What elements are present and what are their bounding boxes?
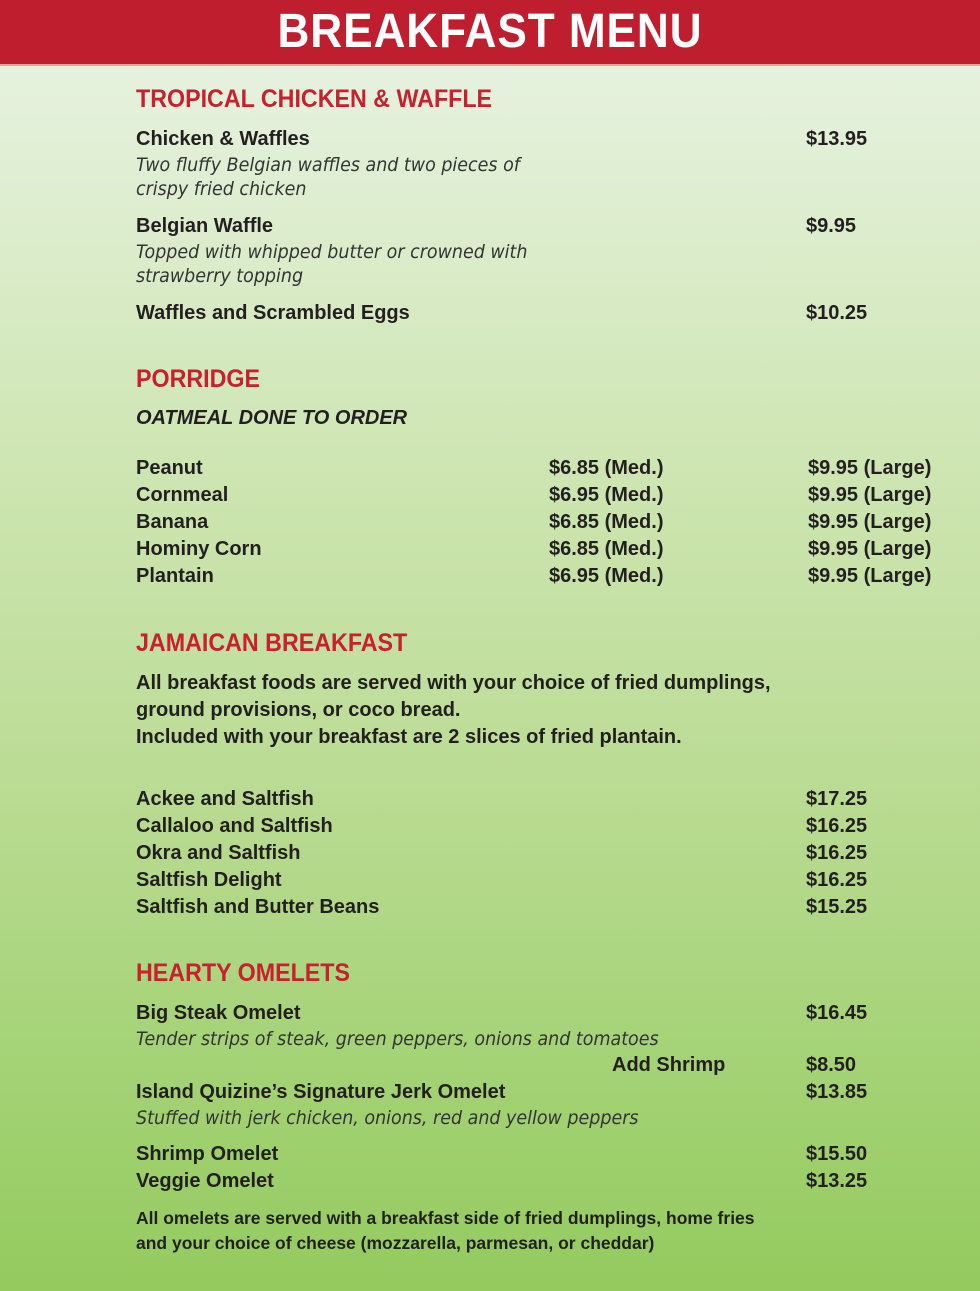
item-price: $13.95	[806, 128, 868, 150]
header-banner	[0, 0, 980, 66]
item-description: Stuffed with jerk chicken, onions, red and yellow peppers	[136, 1107, 639, 1129]
section-note: and your choice of cheese (mozzarella, parmesan, or cheddar)	[136, 1233, 655, 1253]
item-name: Island Quizine’s Signature Jerk Omelet	[136, 1081, 506, 1103]
item-description: Topped with whipped butter or crowned with	[136, 241, 528, 263]
item-name: Plantain	[136, 565, 214, 587]
item-price: $15.25	[806, 896, 868, 918]
section-note: All omelets are served with a breakfast side of fried dumplings, home fries	[136, 1208, 755, 1228]
item-name: Big Steak Omelet	[136, 1002, 301, 1024]
section-title-jamaican: JAMAICAN BREAKFAST	[136, 629, 408, 657]
item-price: $10.25	[806, 302, 868, 324]
section-note: ground provisions, or coco bread.	[136, 699, 461, 721]
section-subtitle: OATMEAL DONE TO ORDER	[136, 407, 408, 429]
item-name: Veggie Omelet	[136, 1170, 274, 1192]
item-price-large: $9.95 (Large)	[808, 457, 932, 479]
item-name: Saltfish and Butter Beans	[136, 896, 380, 918]
item-description: crispy fried chicken	[136, 178, 307, 200]
section-title-porridge: PORRIDGE	[136, 365, 261, 393]
item-price-large: $9.95 (Large)	[808, 484, 932, 506]
item-price-large: $9.95 (Large)	[808, 565, 932, 587]
item-name: Chicken & Waffles	[136, 128, 310, 150]
item-name: Banana	[136, 511, 209, 533]
item-price: $13.25	[806, 1170, 868, 1192]
item-price-medium: $6.95 (Med.)	[549, 565, 664, 587]
item-price: $16.25	[806, 842, 868, 864]
item-description: strawberry topping	[136, 265, 304, 287]
item-description: Tender strips of steak, green peppers, onions and tomatoes	[136, 1028, 659, 1050]
item-name: Ackee and Saltfish	[136, 788, 314, 810]
addon-label: Add Shrimp	[612, 1054, 726, 1076]
item-price-medium: $6.95 (Med.)	[549, 484, 664, 506]
item-name: Waffles and Scrambled Eggs	[136, 302, 410, 324]
item-price: $13.85	[806, 1081, 868, 1103]
item-price-medium: $6.85 (Med.)	[549, 538, 664, 560]
item-price-medium: $6.85 (Med.)	[549, 511, 664, 533]
item-price: $16.25	[806, 869, 868, 891]
item-name: Cornmeal	[136, 484, 229, 506]
page-title: BREAKFAST MENU	[277, 5, 703, 58]
item-name: Belgian Waffle	[136, 215, 274, 237]
item-name: Saltfish Delight	[136, 869, 282, 891]
item-price-large: $9.95 (Large)	[808, 511, 932, 533]
item-name: Peanut	[136, 457, 203, 479]
item-price-large: $9.95 (Large)	[808, 538, 932, 560]
addon-price: $8.50	[806, 1054, 857, 1076]
item-price: $17.25	[806, 788, 868, 810]
section-title-tropical: TROPICAL CHICKEN & WAFFLE	[136, 85, 493, 113]
section-title-omelets: HEARTY OMELETS	[136, 959, 351, 987]
item-price: $15.50	[806, 1143, 868, 1165]
item-name: Shrimp Omelet	[136, 1143, 279, 1165]
section-note: All breakfast foods are served with your choice of fried dumplings,	[136, 672, 771, 694]
item-name: Hominy Corn	[136, 538, 262, 560]
item-price-medium: $6.85 (Med.)	[549, 457, 664, 479]
item-price: $16.25	[806, 815, 868, 837]
item-price: $16.45	[806, 1002, 868, 1024]
item-name: Okra and Saltfish	[136, 842, 301, 864]
item-description: Two fluffy Belgian waffles and two pieces of	[136, 154, 520, 176]
item-name: Callaloo and Saltfish	[136, 815, 333, 837]
section-note: Included with your breakfast are 2 slices of fried plantain.	[136, 726, 682, 748]
item-price: $9.95	[806, 215, 857, 237]
